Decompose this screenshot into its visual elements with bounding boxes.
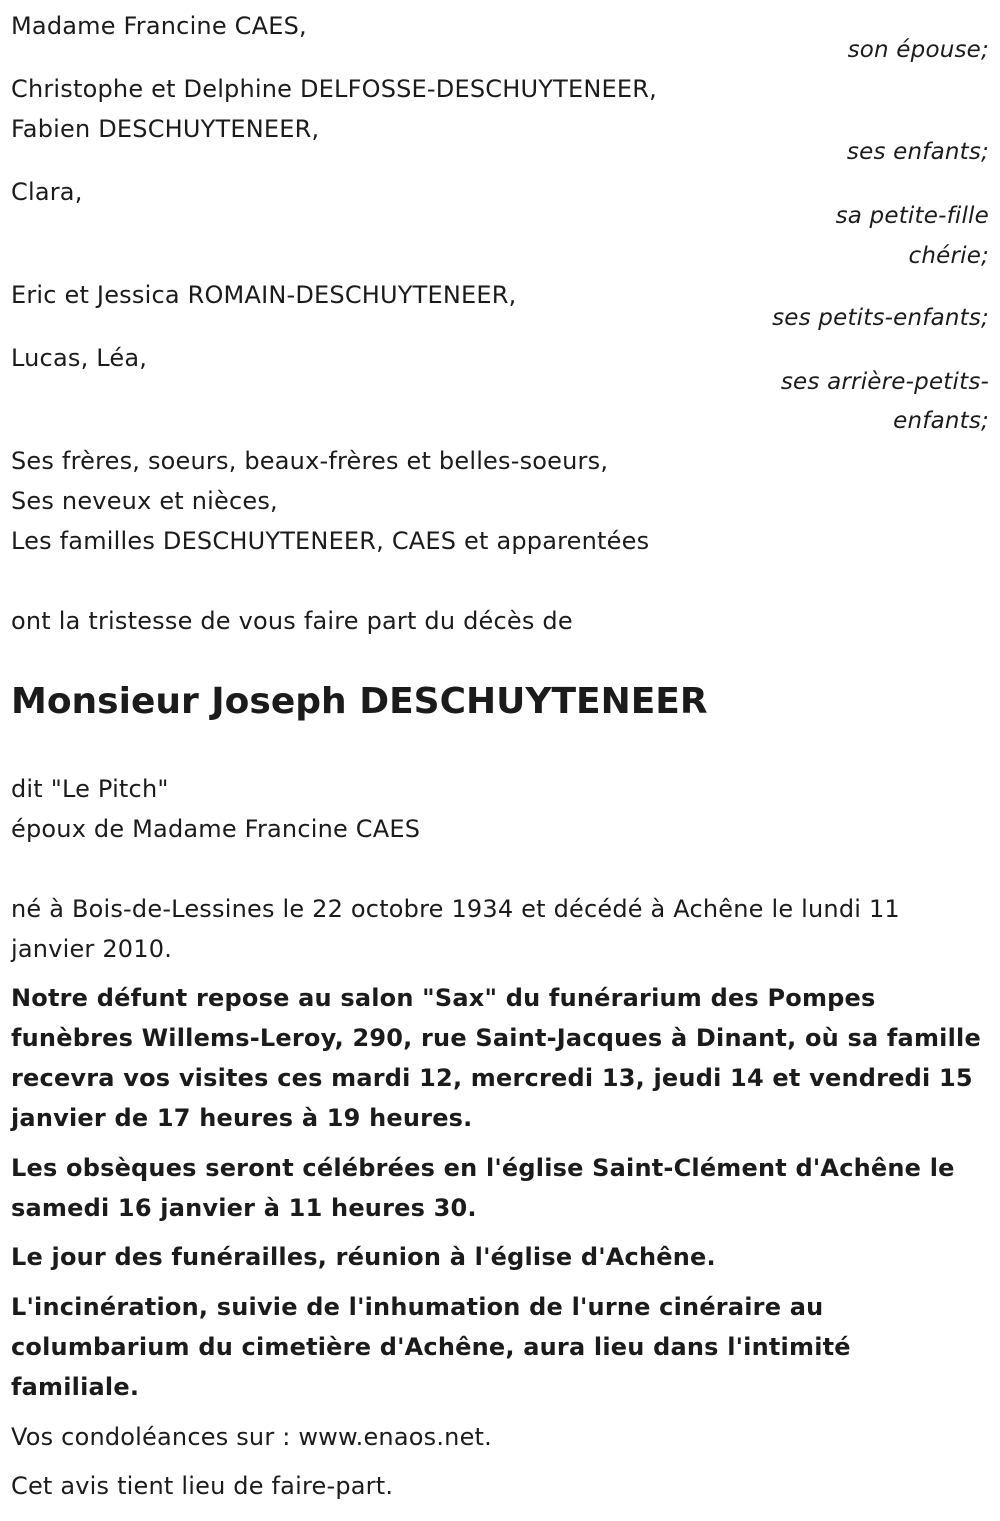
great-grandchildren-name: Lucas, Léa, <box>11 344 148 372</box>
wife-name: Madame Francine CAES, <box>11 12 307 40</box>
great-grandchildren-role-line-2: enfants; <box>893 408 989 434</box>
deceased-name: Monsieur Joseph DESCHUYTENEER <box>11 681 708 722</box>
birth-death-paragraph: né à Bois-de-Lessines le 22 octobre 1934 et décédé à Achêne le lundi 11 janvier 2010. <box>11 895 900 963</box>
condolences-line: Vos condoléances sur : www.enaos.net. <box>11 1423 492 1451</box>
great-grandchildren-role-line-1: ses arrière-petits- <box>780 369 989 395</box>
nephews-line: Ses neveux et nièces, <box>11 487 278 515</box>
children-role: ses enfants; <box>846 139 989 165</box>
granddaughter-role-line-2: chérie; <box>908 243 989 269</box>
granddaughter-name: Clara, <box>11 178 83 206</box>
children-line-2: Fabien DESCHUYTENEER, <box>11 115 320 143</box>
families-line: Les familles DESCHUYTENEER, CAES et apparentées <box>11 527 650 555</box>
announcement-text: ont la tristesse de vous faire part du décès de <box>11 607 573 635</box>
deceased-nickname: dit "Le Pitch" <box>11 775 169 803</box>
granddaughter-role-line-1: sa petite-fille <box>835 203 989 229</box>
funeral-paragraph: Les obsèques seront célébrées en l'église Saint-Clément d'Achêne le samedi 16 janvier à 11 heures 30. <box>11 1154 955 1222</box>
wife-role: son épouse; <box>847 37 989 63</box>
cremation-paragraph: L'incinération, suivie de l'inhumation de l'urne cinéraire au columbarium du cimetière d'Achêne, aura lieu dans l'intimité familiale. <box>11 1293 851 1401</box>
grandchildren-name: Eric et Jessica ROMAIN-DESCHUYTENEER, <box>11 281 517 309</box>
notice-line: Cet avis tient lieu de faire-part. <box>11 1472 394 1500</box>
grandchildren-role: ses petits-enfants; <box>772 305 989 331</box>
children-line-1: Christophe et Delphine DELFOSSE-DESCHUYTENEER, <box>11 75 657 103</box>
visitation-paragraph: Notre défunt repose au salon "Sax" du funérarium des Pompes funèbres Willems-Leroy, 290, rue Saint-Jacques à Dinant, où sa famille recevra vos visites ces mardi 12, mercredi 13, jeudi 14 et vendredi 15 janvier de 17 heures à 19 heures. <box>11 984 981 1132</box>
siblings-line: Ses frères, soeurs, beaux-frères et belles-soeurs, <box>11 447 609 475</box>
deceased-spouse: époux de Madame Francine CAES <box>11 815 421 843</box>
meeting-paragraph: Le jour des funérailles, réunion à l'église d'Achêne. <box>11 1243 716 1271</box>
